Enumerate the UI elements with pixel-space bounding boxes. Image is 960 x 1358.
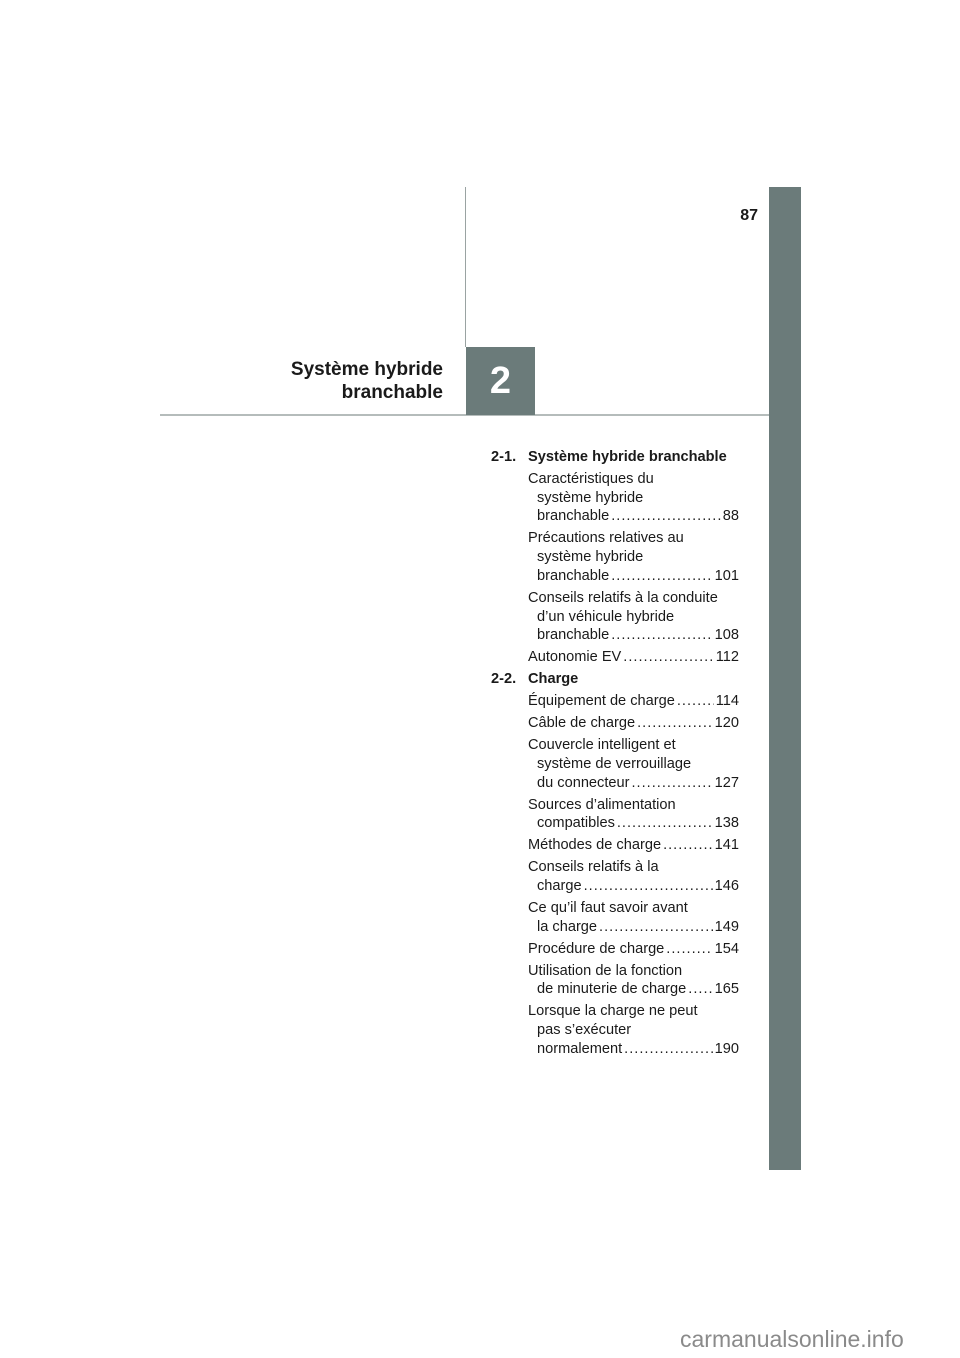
toc-entry[interactable] bbox=[528, 962, 739, 999]
toc-entry-line bbox=[528, 836, 739, 855]
toc-entry-line bbox=[528, 692, 739, 711]
toc-entry[interactable] bbox=[528, 529, 739, 585]
divider-horizontal bbox=[160, 414, 769, 416]
chapter-title-line: branchable bbox=[341, 382, 443, 403]
toc-entry-line: système hybride bbox=[537, 549, 644, 566]
toc-entry[interactable] bbox=[528, 714, 739, 733]
toc-entry-line bbox=[528, 980, 739, 999]
toc-entry[interactable] bbox=[528, 692, 739, 711]
toc-entry-line bbox=[528, 940, 739, 959]
toc-page-number: 114 bbox=[715, 693, 739, 710]
toc-entry-line: d’un véhicule hybride bbox=[537, 608, 675, 625]
dot-leader bbox=[623, 648, 713, 667]
dot-leader bbox=[584, 877, 713, 896]
section-heading bbox=[491, 670, 739, 689]
toc-page-number: 141 bbox=[714, 837, 739, 854]
toc-page-number: 120 bbox=[714, 715, 739, 732]
toc-page-number: 146 bbox=[714, 878, 739, 895]
toc-entry-line: Caractéristiques du bbox=[528, 471, 654, 487]
dot-leader bbox=[663, 836, 713, 855]
chapter-title-line: Système hybride bbox=[290, 359, 443, 380]
chapter-title bbox=[291, 358, 443, 404]
toc-page-number: 138 bbox=[714, 815, 739, 832]
section-title[interactable]: Charge bbox=[528, 671, 579, 688]
chapter-tab-bar bbox=[769, 187, 801, 1170]
dot-leader bbox=[688, 980, 712, 999]
toc-entry[interactable] bbox=[528, 648, 739, 667]
toc-page-number: 154 bbox=[714, 940, 739, 957]
page-number: 87 bbox=[740, 207, 758, 224]
toc-entry-line bbox=[528, 507, 739, 526]
toc-entry[interactable] bbox=[528, 836, 739, 855]
toc-page-number: 101 bbox=[714, 567, 739, 584]
dot-leader bbox=[617, 814, 713, 833]
toc-entry[interactable] bbox=[528, 796, 739, 833]
toc-entry-line bbox=[528, 626, 739, 645]
toc-entry-text: du connecteur bbox=[537, 774, 630, 791]
dot-leader bbox=[666, 940, 712, 959]
chapter-number: 2 bbox=[489, 359, 512, 402]
toc-page-number: 112 bbox=[715, 649, 739, 666]
toc-entry-text: de minuterie de charge bbox=[537, 981, 687, 998]
toc-entry-line bbox=[528, 1040, 739, 1059]
toc-entry-line bbox=[528, 877, 739, 896]
toc-entry-line: Lorsque la charge ne peut bbox=[528, 1003, 698, 1020]
toc-entry-line bbox=[528, 774, 739, 793]
toc-entry-line: pas s’exécuter bbox=[537, 1022, 632, 1039]
toc-entry-text: normalement bbox=[537, 1040, 623, 1057]
dot-leader bbox=[624, 1040, 712, 1059]
section-number: 2-1. bbox=[491, 449, 517, 465]
toc-entry-line: système hybride bbox=[537, 489, 644, 506]
toc-page-number: 88 bbox=[722, 508, 739, 525]
toc-entry-line bbox=[528, 814, 739, 833]
dot-leader bbox=[611, 567, 712, 586]
watermark: carmanualsonline.info bbox=[680, 1326, 904, 1352]
toc-entry-text: branchable bbox=[537, 627, 610, 644]
toc-entry-line bbox=[528, 648, 739, 667]
dot-leader bbox=[611, 507, 721, 526]
toc-page-number: 165 bbox=[714, 981, 739, 998]
dot-leader bbox=[599, 918, 713, 937]
toc-entry-line: Précautions relatives au bbox=[528, 530, 684, 547]
toc-entry-line: Couvercle intelligent et bbox=[528, 737, 676, 754]
toc-entry-text: Câble de charge bbox=[528, 715, 636, 732]
toc-entry-line: Conseils relatifs à la conduite bbox=[528, 589, 718, 606]
dot-leader bbox=[677, 692, 714, 711]
toc-entry-line bbox=[528, 714, 739, 733]
toc-entry-line bbox=[528, 918, 739, 937]
divider-vertical bbox=[465, 187, 466, 347]
chapter-number-box bbox=[466, 347, 535, 415]
section-number: 2-2. bbox=[491, 671, 517, 688]
table-of-contents bbox=[491, 448, 739, 1062]
section-heading bbox=[491, 448, 739, 467]
toc-entry[interactable] bbox=[528, 899, 739, 936]
toc-entry[interactable] bbox=[528, 858, 739, 895]
toc-entry-text: Autonomie EV bbox=[528, 649, 622, 666]
toc-entry-line bbox=[528, 567, 739, 586]
toc-entry-text: branchable bbox=[537, 508, 610, 525]
toc-entry-text: Méthodes de charge bbox=[528, 837, 662, 854]
section-title[interactable]: Système hybride branchable bbox=[528, 449, 727, 465]
toc-entry-text: compatibles bbox=[537, 815, 615, 832]
toc-entry-text: Procédure de charge bbox=[528, 940, 665, 957]
toc-entry[interactable] bbox=[528, 1002, 739, 1058]
toc-entry[interactable] bbox=[528, 940, 739, 959]
toc-page-number: 127 bbox=[714, 774, 739, 791]
toc-entry[interactable] bbox=[528, 470, 739, 526]
dot-leader bbox=[632, 774, 713, 793]
toc-entry[interactable] bbox=[528, 736, 739, 792]
toc-entry-line: système de verrouillage bbox=[537, 755, 692, 772]
toc-entry-text: charge bbox=[537, 878, 582, 895]
toc-entry[interactable] bbox=[528, 589, 739, 645]
toc-page-number: 149 bbox=[714, 918, 739, 935]
toc-entry-line: Utilisation de la fonction bbox=[528, 962, 683, 979]
toc-entry-text: branchable bbox=[537, 567, 610, 584]
toc-entry-text: la charge bbox=[537, 918, 598, 935]
dot-leader bbox=[637, 714, 713, 733]
toc-entry-line: Conseils relatifs à la bbox=[528, 859, 659, 876]
toc-entry-text: Équipement de charge bbox=[528, 693, 675, 710]
toc-page-number: 190 bbox=[714, 1040, 739, 1057]
toc-entry-line: Sources d’alimentation bbox=[528, 796, 676, 813]
dot-leader bbox=[611, 626, 712, 645]
toc-page-number: 108 bbox=[714, 627, 739, 644]
toc-entry-line: Ce qu’il faut savoir avant bbox=[528, 900, 688, 917]
